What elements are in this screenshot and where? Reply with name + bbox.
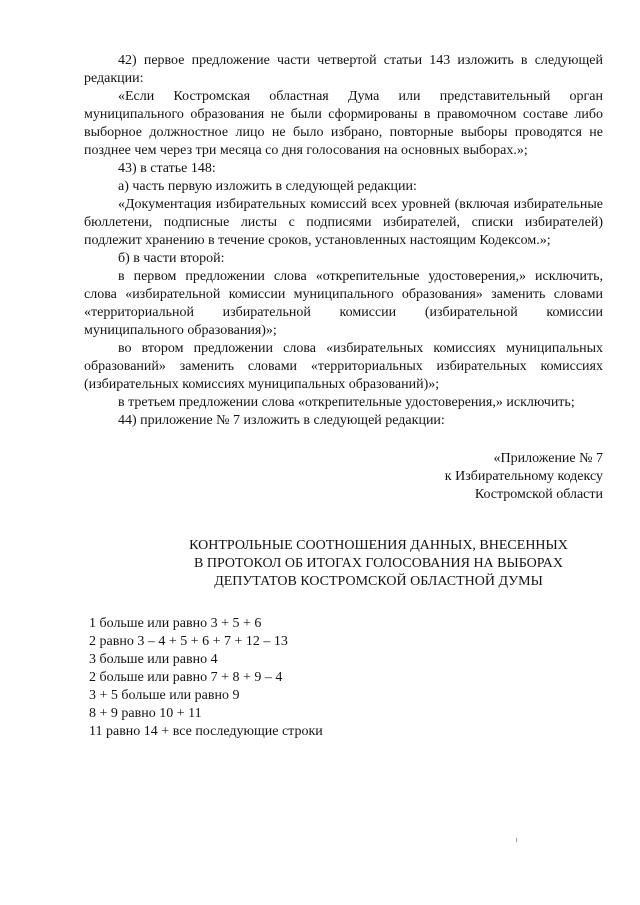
appendix-header — [84, 450, 603, 504]
item-43a-text: «Документация избирательных комиссий всех уровней (включая избирательные бюллетени, подписные листы с подписями избирателей, списки избирателей) подлежит хранению в течение сроков, установленных настоящим Кодексом.»; — [84, 197, 603, 248]
relation-item: 1 больше или равно 3 + 5 + 6 — [89, 616, 262, 631]
appendix-title-line: В ПРОТОКОЛ ОБ ИТОГАХ ГОЛОСОВАНИЯ НА ВЫБОРАХ — [194, 556, 563, 571]
item-42: 42) первое предложение части четвертой статьи 143 изложить в следующей редакции: — [84, 53, 603, 86]
appendix-title-line: КОНТРОЛЬНЫЕ СООТНОШЕНИЯ ДАННЫХ, ВНЕСЕННЫХ — [189, 538, 568, 553]
relation-item: 3 больше или равно 4 — [89, 652, 218, 667]
relation-item: 2 больше или равно 7 + 8 + 9 – 4 — [89, 670, 283, 685]
relation-item: 8 + 9 равно 10 + 11 — [89, 706, 202, 721]
item-43b-first-sentence: в первом предложении слова «открепительные удостоверения,» исключить, слова «избирательной комиссии муниципального образования» заменить словами «территориальной избирательной комиссии (избирательной комиссии муниципального образования)»; — [84, 269, 603, 338]
relations-list — [89, 615, 603, 741]
relation-item: 2 равно 3 – 4 + 5 + 6 + 7 + 12 – 13 — [89, 634, 288, 649]
appendix-header-line: «Приложение № 7 — [493, 451, 603, 466]
appendix-title — [84, 537, 603, 591]
item-43b-second-sentence: во втором предложении слова «избирательных комиссиях муниципальных образований» заменить словами «территориальных избирательных комиссиях (избирательных комиссиях муниципальных образований)»; — [84, 341, 603, 392]
item-43b-third-sentence: в третьем предложении слова «открепительные удостоверения,» исключить; — [118, 395, 575, 410]
item-43a: а) часть первую изложить в следующей редакции: — [118, 179, 417, 194]
relation-item: 11 равно 14 + все последующие строки — [89, 724, 323, 739]
item-42-text: «Если Костромская областная Дума или представительный орган муниципального образования не были сформированы в правомочном составе либо выборное должностное лицо не было избрано, повторные выборы проводятся не позднее чем через три месяца со дня голосования на основных выборах.»; — [84, 89, 603, 158]
appendix-title-line: ДЕПУТАТОВ КОСТРОМСКОЙ ОБЛАСТНОЙ ДУМЫ — [214, 574, 543, 589]
item-43: 43) в статье 148: — [118, 161, 216, 176]
item-43b: б) в части второй: — [118, 251, 225, 266]
relation-item: 3 + 5 больше или равно 9 — [89, 688, 240, 703]
scan-mark — [516, 838, 517, 842]
appendix-header-line: Костромской области — [474, 487, 603, 502]
document-body — [84, 52, 603, 741]
appendix-header-line: к Избирательному кодексу — [444, 469, 603, 484]
item-44: 44) приложение № 7 изложить в следующей редакции: — [118, 413, 445, 428]
